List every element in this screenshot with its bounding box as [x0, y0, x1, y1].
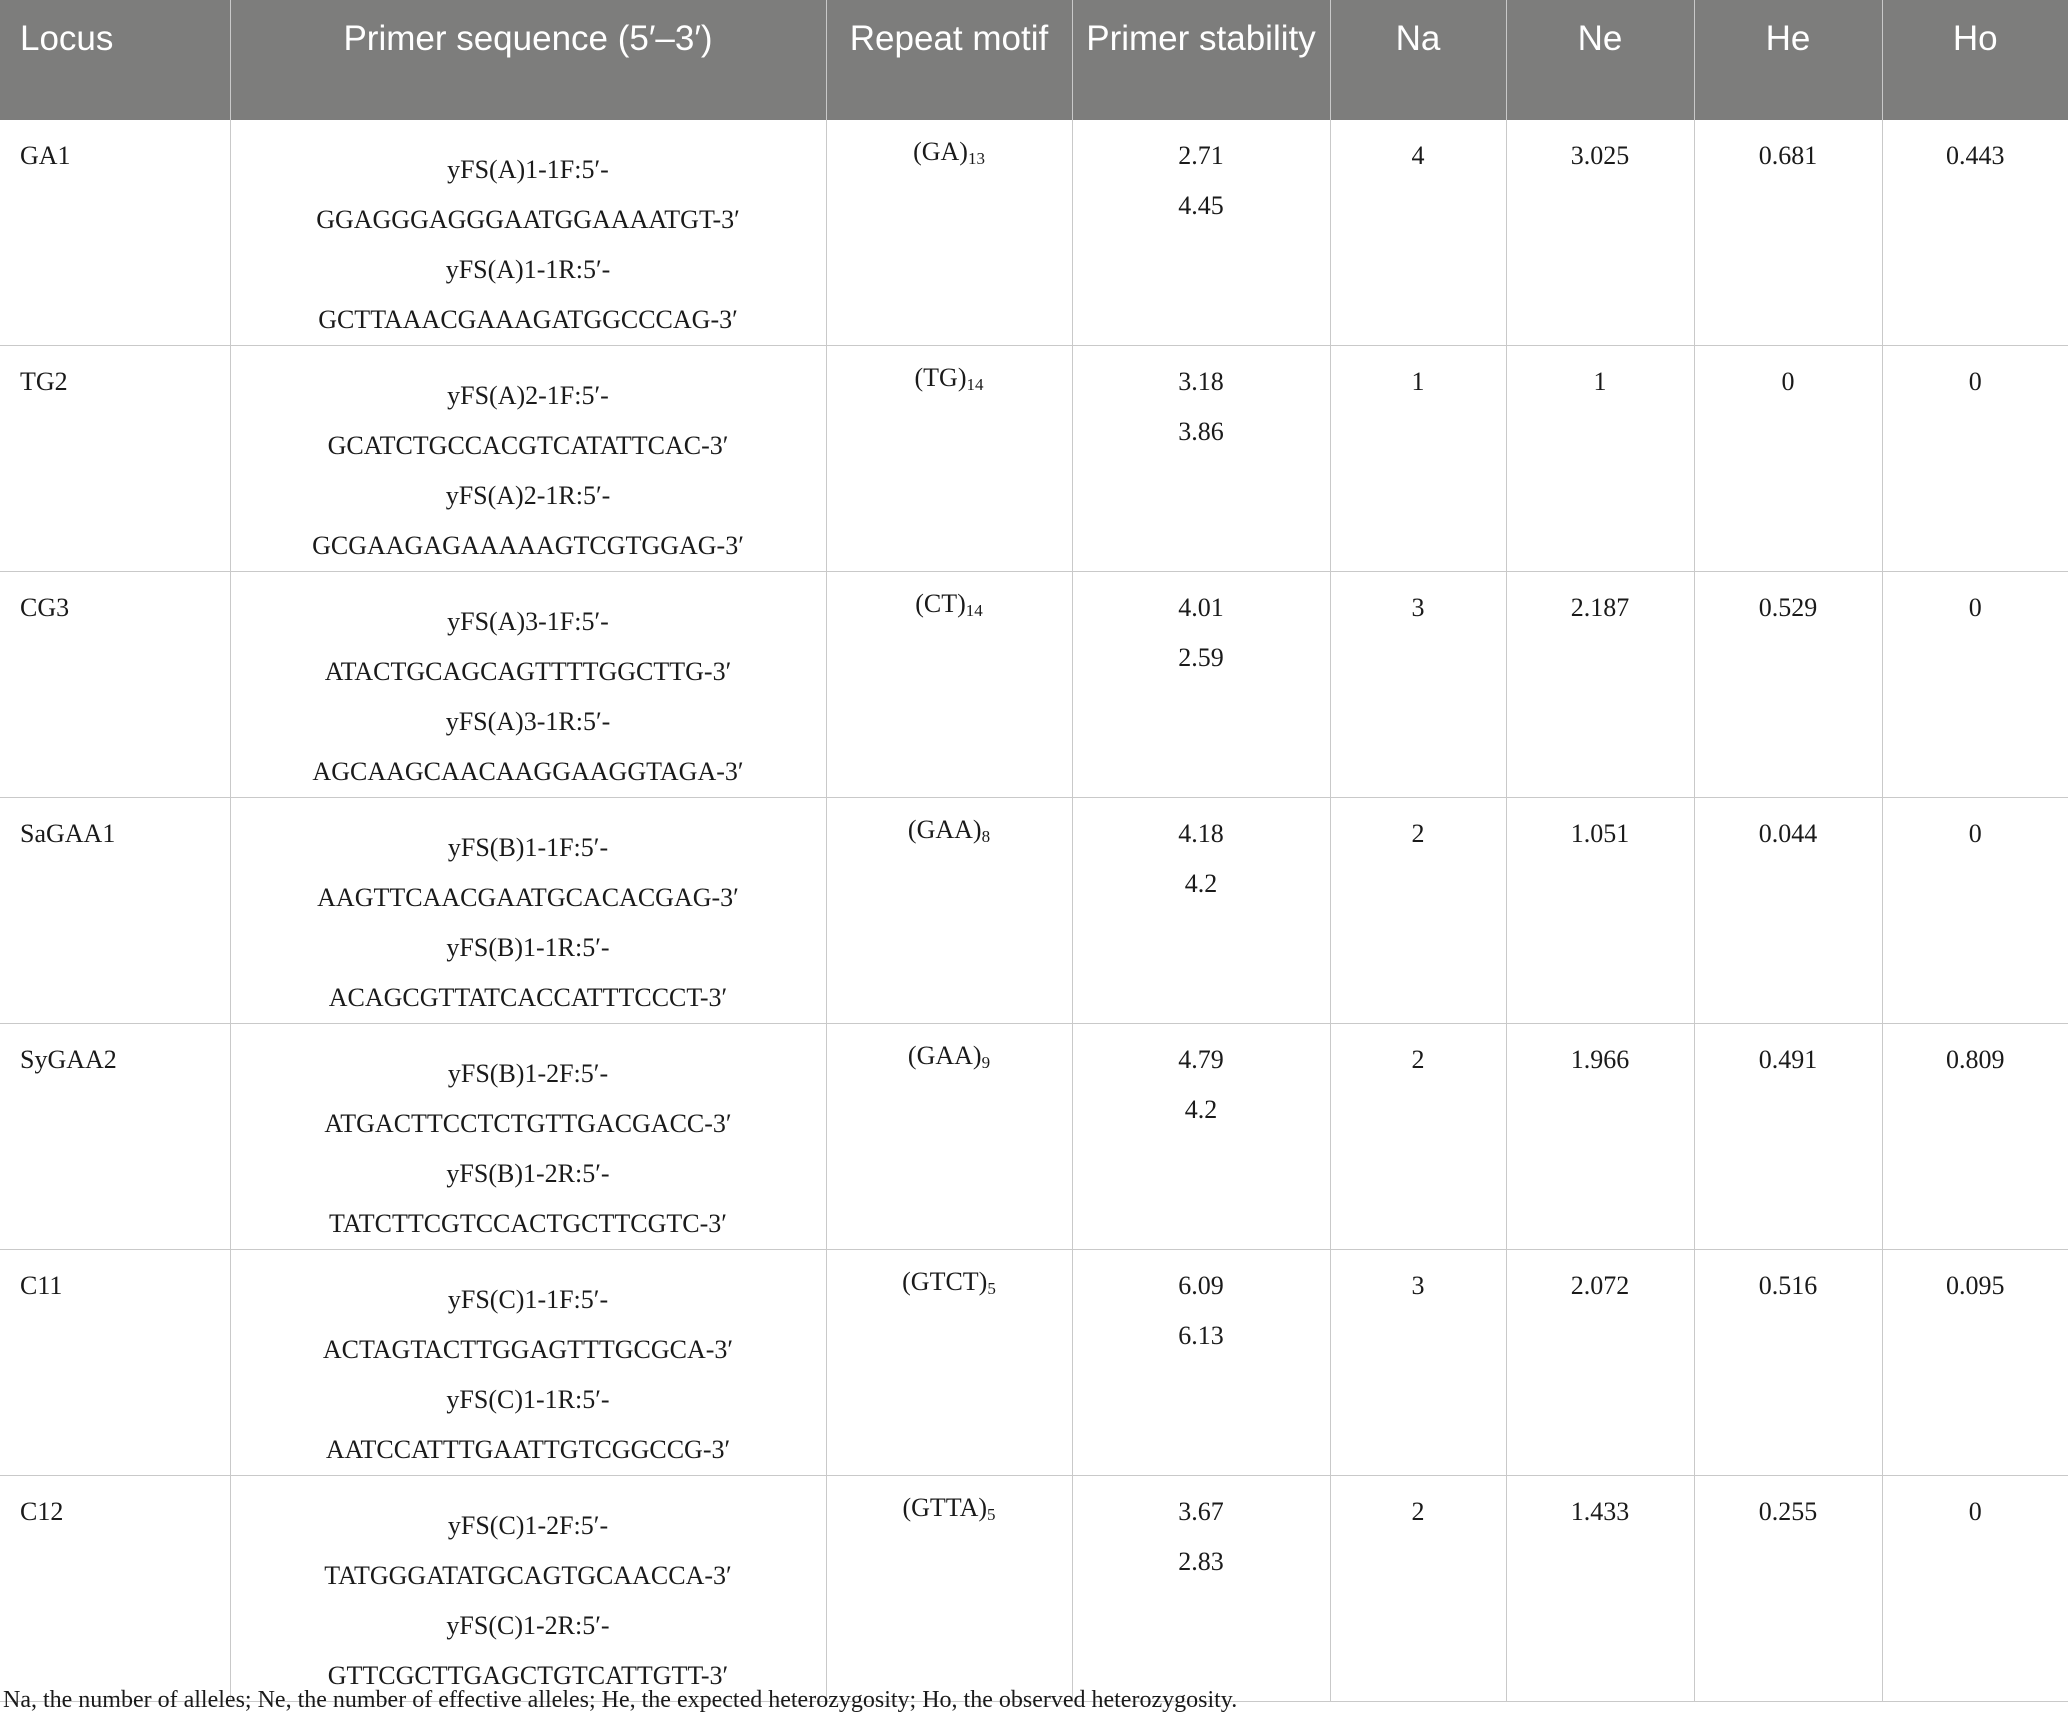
- he-cell: 0.044: [1694, 798, 1882, 1024]
- ne-cell: 2.072: [1506, 1250, 1694, 1476]
- primer-sequence-cell: [230, 798, 826, 1024]
- ne-cell: 3.025: [1506, 120, 1694, 346]
- forward-primer-label: yFS(B)1-2F:5′-: [447, 1059, 609, 1088]
- header-ho: Ho: [1882, 0, 2068, 120]
- forward-primer-sequence: ATACTGCAGCAGTTTTGGCTTG-3′: [324, 657, 732, 686]
- repeat-count: 5: [987, 1505, 996, 1524]
- repeat-count: 13: [967, 149, 985, 168]
- forward-primer-sequence: ATGACTTCCTCTGTTGACGACC-3′: [324, 1109, 732, 1138]
- repeat-motif: (GA): [913, 137, 968, 166]
- repeat-motif-cell: [826, 572, 1072, 798]
- repeat-motif: (GTCT): [902, 1267, 988, 1296]
- header-he: He: [1694, 0, 1882, 120]
- he-cell: 0.491: [1694, 1024, 1882, 1250]
- reverse-primer-sequence: GCTTAAACGAAAGATGGCCCAG-3′: [318, 305, 738, 334]
- reverse-stability: 2.83: [1178, 1547, 1224, 1576]
- reverse-primer-label: yFS(C)1-2R:5′-: [446, 1611, 610, 1640]
- locus-cell: C12: [0, 1476, 230, 1702]
- table-row: [0, 120, 2068, 346]
- table-row: [0, 1024, 2068, 1250]
- he-cell: 0.255: [1694, 1476, 1882, 1702]
- forward-primer-label: yFS(B)1-1F:5′-: [447, 833, 609, 862]
- repeat-motif: (GAA): [907, 815, 982, 844]
- header-na: Na: [1330, 0, 1506, 120]
- primer-sequence-cell: [230, 1476, 826, 1702]
- primer-stability-cell: [1072, 120, 1330, 346]
- forward-primer-sequence: ACTAGTACTTGGAGTTTGCGCA-3′: [322, 1335, 734, 1364]
- ho-cell: 0: [1882, 1476, 2068, 1702]
- repeat-motif-cell: [826, 798, 1072, 1024]
- reverse-primer-label: yFS(C)1-1R:5′-: [446, 1385, 610, 1414]
- forward-primer-label: yFS(C)1-1F:5′-: [447, 1285, 609, 1314]
- na-cell: 2: [1330, 798, 1506, 1024]
- forward-stability: 4.18: [1178, 819, 1224, 848]
- na-cell: 3: [1330, 1250, 1506, 1476]
- ho-cell: 0.095: [1882, 1250, 2068, 1476]
- table-row: [0, 346, 2068, 572]
- forward-stability: 2.71: [1178, 141, 1224, 170]
- he-cell: 0.516: [1694, 1250, 1882, 1476]
- repeat-motif-cell: [826, 1476, 1072, 1702]
- repeat-count: 14: [965, 601, 983, 620]
- forward-primer-label: yFS(A)3-1F:5′-: [447, 607, 609, 636]
- na-cell: 4: [1330, 120, 1506, 346]
- header-primer-stability: Primer stability: [1072, 0, 1330, 120]
- reverse-primer-sequence: GCGAAGAGAAAAAGTCGTGGAG-3′: [312, 531, 744, 560]
- na-cell: 2: [1330, 1024, 1506, 1250]
- reverse-primer-label: yFS(B)1-2R:5′-: [446, 1159, 610, 1188]
- table-footnote: Na, the number of alleles; Ne, the number of effective alleles; He, the expected heterozygosity; Ho, the observed heterozygosity.: [3, 1687, 1238, 1713]
- forward-primer-sequence: AAGTTCAACGAATGCACACGAG-3′: [317, 883, 739, 912]
- reverse-stability: 4.2: [1184, 869, 1218, 898]
- reverse-primer-sequence: GTTCGCTTGAGCTGTCATTGTT-3′: [327, 1661, 729, 1690]
- reverse-primer-sequence: TATCTTCGTCCACTGCTTCGTC-3′: [329, 1209, 727, 1238]
- ne-cell: 2.187: [1506, 572, 1694, 798]
- reverse-stability: 4.2: [1184, 1095, 1218, 1124]
- reverse-primer-label: yFS(A)1-1R:5′-: [445, 255, 611, 284]
- forward-stability: 6.09: [1178, 1271, 1224, 1300]
- locus-cell: SyGAA2: [0, 1024, 230, 1250]
- table-row: [0, 572, 2068, 798]
- primer-sequence-cell: [230, 572, 826, 798]
- header-primer-sequence: Primer sequence (5′–3′): [230, 0, 826, 120]
- repeat-motif: (GTTA): [902, 1493, 988, 1522]
- ne-cell: 1.051: [1506, 798, 1694, 1024]
- locus-cell: CG3: [0, 572, 230, 798]
- forward-primer-label: yFS(A)1-1F:5′-: [447, 155, 609, 184]
- forward-stability: 3.18: [1178, 367, 1224, 396]
- primer-stability-cell: [1072, 1250, 1330, 1476]
- header-row: [0, 0, 2068, 120]
- ho-cell: 0: [1882, 572, 2068, 798]
- primer-sequence-cell: [230, 1250, 826, 1476]
- repeat-motif: (CT): [915, 589, 966, 618]
- locus-cell: TG2: [0, 346, 230, 572]
- locus-cell: C11: [0, 1250, 230, 1476]
- ne-cell: 1: [1506, 346, 1694, 572]
- ho-cell: 0.809: [1882, 1024, 2068, 1250]
- table-row: [0, 798, 2068, 1024]
- ho-cell: 0: [1882, 798, 2068, 1024]
- na-cell: 2: [1330, 1476, 1506, 1702]
- repeat-count: 5: [987, 1279, 996, 1298]
- reverse-primer-sequence: ACAGCGTTATCACCATTTCCCT-3′: [328, 983, 728, 1012]
- primer-stability-cell: [1072, 346, 1330, 572]
- reverse-stability: 3.86: [1178, 417, 1224, 446]
- table-row: [0, 1250, 2068, 1476]
- he-cell: 0: [1694, 346, 1882, 572]
- repeat-motif-cell: [826, 1024, 1072, 1250]
- repeat-motif-cell: [826, 346, 1072, 572]
- header-ne: Ne: [1506, 0, 1694, 120]
- repeat-count: 8: [981, 827, 991, 846]
- he-cell: 0.681: [1694, 120, 1882, 346]
- locus-cell: SaGAA1: [0, 798, 230, 1024]
- reverse-primer-label: yFS(A)2-1R:5′-: [445, 481, 611, 510]
- primer-sequence-cell: [230, 346, 826, 572]
- ho-cell: 0: [1882, 346, 2068, 572]
- primer-sequence-cell: [230, 1024, 826, 1250]
- na-cell: 3: [1330, 572, 1506, 798]
- primer-sequence-cell: [230, 120, 826, 346]
- primer-stability-cell: [1072, 798, 1330, 1024]
- primer-stability-cell: [1072, 1476, 1330, 1702]
- ne-cell: 1.433: [1506, 1476, 1694, 1702]
- repeat-motif-cell: [826, 120, 1072, 346]
- forward-primer-sequence: GCATCTGCCACGTCATATTCAC-3′: [327, 431, 729, 460]
- reverse-primer-sequence: AATCCATTTGAATTGTCGGCCG-3′: [325, 1435, 731, 1464]
- primer-stability-cell: [1072, 572, 1330, 798]
- reverse-stability: 2.59: [1178, 643, 1224, 672]
- repeat-motif-cell: [826, 1250, 1072, 1476]
- reverse-primer-label: yFS(B)1-1R:5′-: [446, 933, 610, 962]
- repeat-motif: (TG): [914, 363, 967, 392]
- na-cell: 1: [1330, 346, 1506, 572]
- reverse-primer-sequence: AGCAAGCAACAAGGAAGGTAGA-3′: [312, 757, 744, 786]
- ho-cell: 0.443: [1882, 120, 2068, 346]
- forward-primer-sequence: TATGGGATATGCAGTGCAACCA-3′: [324, 1561, 732, 1590]
- forward-stability: 3.67: [1178, 1497, 1224, 1526]
- forward-stability: 4.01: [1178, 593, 1224, 622]
- he-cell: 0.529: [1694, 572, 1882, 798]
- ne-cell: 1.966: [1506, 1024, 1694, 1250]
- repeat-motif: (GAA): [907, 1041, 982, 1070]
- reverse-stability: 6.13: [1178, 1321, 1224, 1350]
- repeat-count: 14: [966, 375, 984, 394]
- locus-cell: GA1: [0, 120, 230, 346]
- header-locus: Locus: [20, 19, 114, 58]
- repeat-count: 9: [981, 1053, 991, 1072]
- forward-primer-label: yFS(C)1-2F:5′-: [447, 1511, 609, 1540]
- forward-primer-sequence: GGAGGGAGGGAATGGAAAATGT-3′: [316, 205, 740, 234]
- reverse-primer-label: yFS(A)3-1R:5′-: [445, 707, 611, 736]
- table-body: [0, 120, 2068, 1702]
- forward-primer-label: yFS(A)2-1F:5′-: [447, 381, 609, 410]
- header-repeat-motif: Repeat motif: [826, 0, 1072, 120]
- forward-stability: 4.79: [1178, 1045, 1224, 1074]
- reverse-stability: 4.45: [1178, 191, 1224, 220]
- table-row: [0, 1476, 2068, 1702]
- primer-stability-cell: [1072, 1024, 1330, 1250]
